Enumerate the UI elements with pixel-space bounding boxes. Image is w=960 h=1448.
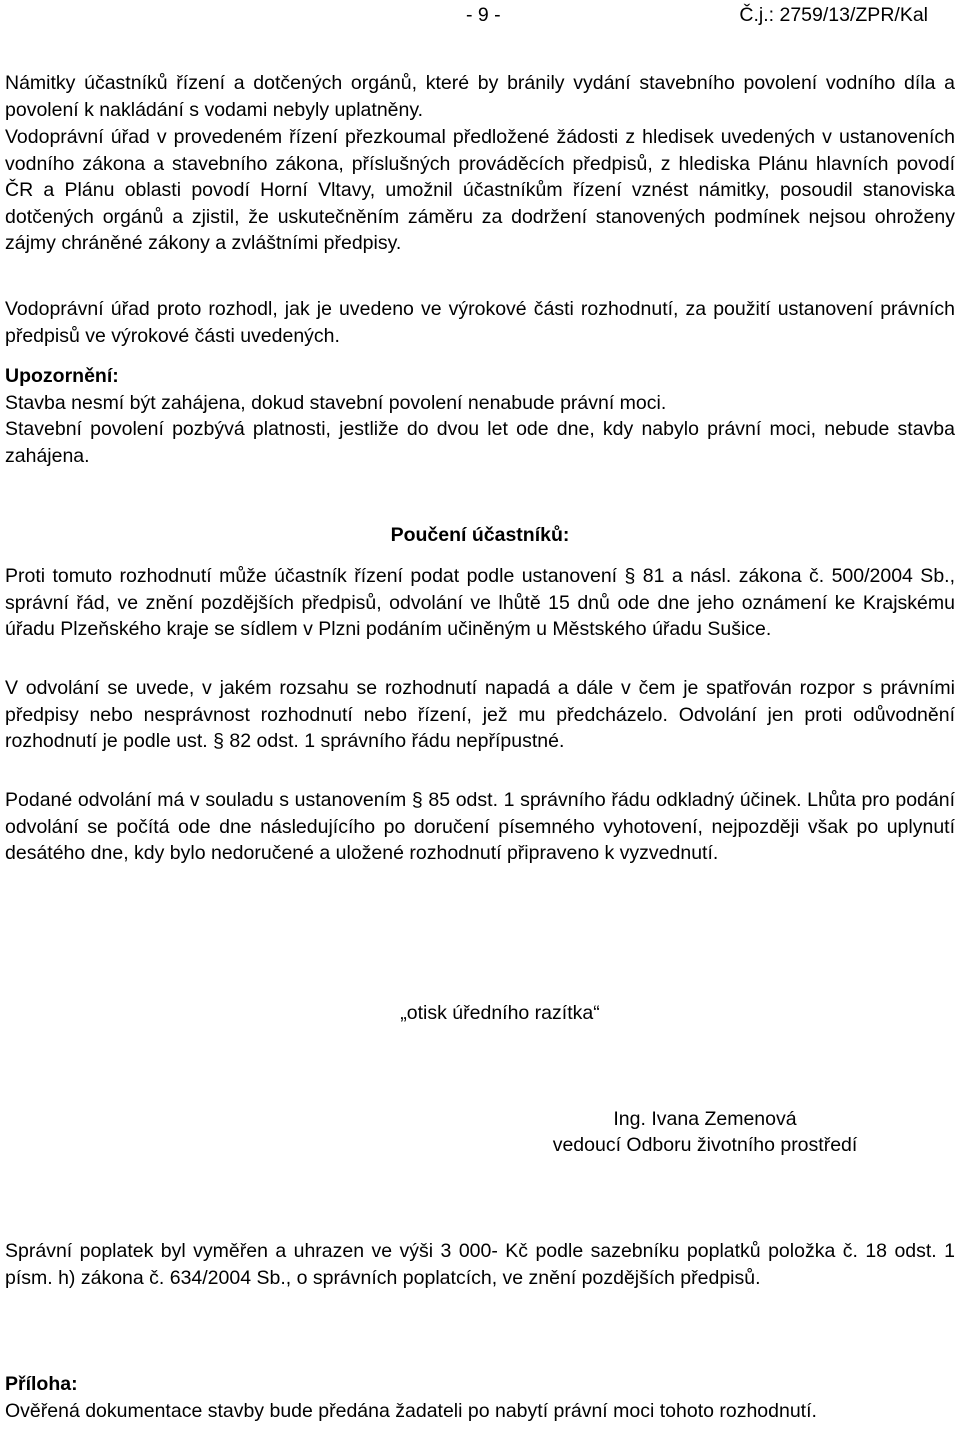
instruction-heading: Poučení účastníků: bbox=[390, 524, 570, 546]
document-page bbox=[5, 0, 957, 1448]
paragraph-decision: Vodoprávní úřad proto rozhodl, jak je uvedeno ve výrokové části rozhodnutí, za použití ustanovení právních předpisů ve výrokové části uvedených. bbox=[5, 298, 955, 347]
notice-line-2: Stavební povolení pozbývá platnosti, jestliže do dvou let ode dne, kdy nabylo právní moci, nebude stavba zahájena. bbox=[5, 418, 955, 467]
official-stamp-placeholder: „otisk úředního razítka“ bbox=[400, 1002, 600, 1024]
paragraph-appeal-scope: V odvolání se uvede, v jakém rozsahu se rozhodnutí napadá a dále v čem je spatřován rozpor s právními předpisy nebo nesprávnost rozhodnutí nebo řízení, jež mu předcházelo. Odvolání jen proti odůvodnění rozhodnutí je podle ust. § 82 odst. 1 správního řádu nepřípustné. bbox=[5, 677, 955, 752]
signatory-name: Ing. Ivana Zemenová bbox=[613, 1108, 797, 1130]
notice-line-1: Stavba nesmí být zahájena, dokud stavební povolení nenabude právní moci. bbox=[5, 392, 667, 414]
paragraph-objections: Námitky účastníků řízení a dotčených orgánů, které by bránily vydání stavebního povolení vodního díla a povolení k nakládání s vodami nebyly uplatněny. bbox=[5, 72, 955, 121]
paragraph-review: Vodoprávní úřad v provedeném řízení přezkoumal předložené žádosti z hledisek uvedených v ustanoveních vodního zákona a stavebního zákona, příslušných prováděcích předpisů, z hlediska Plánu hlavních povodí ČR a Plánu oblasti povodí Horní Vltavy, umožnil účastníkům řízení vznést námitky, posoudil stanoviska dotčených orgánů a zjistil, že uskutečněním záměru za dodržení stanovených podmínek nejsou ohroženy zájmy chráněné zákony a zvláštními předpisy. bbox=[5, 126, 955, 254]
paragraph-appeal-effect: Podané odvolání má v souladu s ustanovením § 85 odst. 1 správního řádu odkladný účinek. Lhůta pro podání odvolání se počítá ode dne následujícího po doručení písemného vyhotovení, nejpozději však po uplynutí desátého dne, kdy bylo nedoručené a uložené rozhodnutí připraveno k vyzvednutí. bbox=[5, 789, 955, 864]
page-number: - 9 - bbox=[466, 4, 501, 26]
file-reference: Č.j.: 2759/13/ZPR/Kal bbox=[739, 4, 928, 26]
page-header bbox=[5, 2, 952, 30]
attachment-text: Ověřená dokumentace stavby bude předána žadateli po nabytí právní moci tohoto rozhodnutí. bbox=[5, 1400, 817, 1422]
fee-paragraph: Správní poplatek byl vyměřen a uhrazen ve výši 3 000- Kč podle sazebníku poplatků položka č. 18 odst. 1 písm. h) zákona č. 634/2004 Sb., o správních poplatcích, ve znění pozdějších předpisů. bbox=[5, 1240, 955, 1289]
signatory-title: vedoucí Odboru životního prostředí bbox=[552, 1134, 858, 1156]
attachment-heading: Příloha: bbox=[5, 1373, 78, 1395]
paragraph-appeal: Proti tomuto rozhodnutí může účastník řízení podat podle ustanovení § 81 a násl. zákona č. 500/2004 Sb., správní řád, ve znění pozdějších předpisů, odvolání ve lhůtě 15 dnů ode dne jeho oznámení ke Krajskému úřadu Plzeňského kraje se sídlem v Plzni podáním učiněným u Městského úřadu Sušice. bbox=[5, 565, 955, 640]
notice-heading: Upozornění: bbox=[5, 365, 119, 387]
